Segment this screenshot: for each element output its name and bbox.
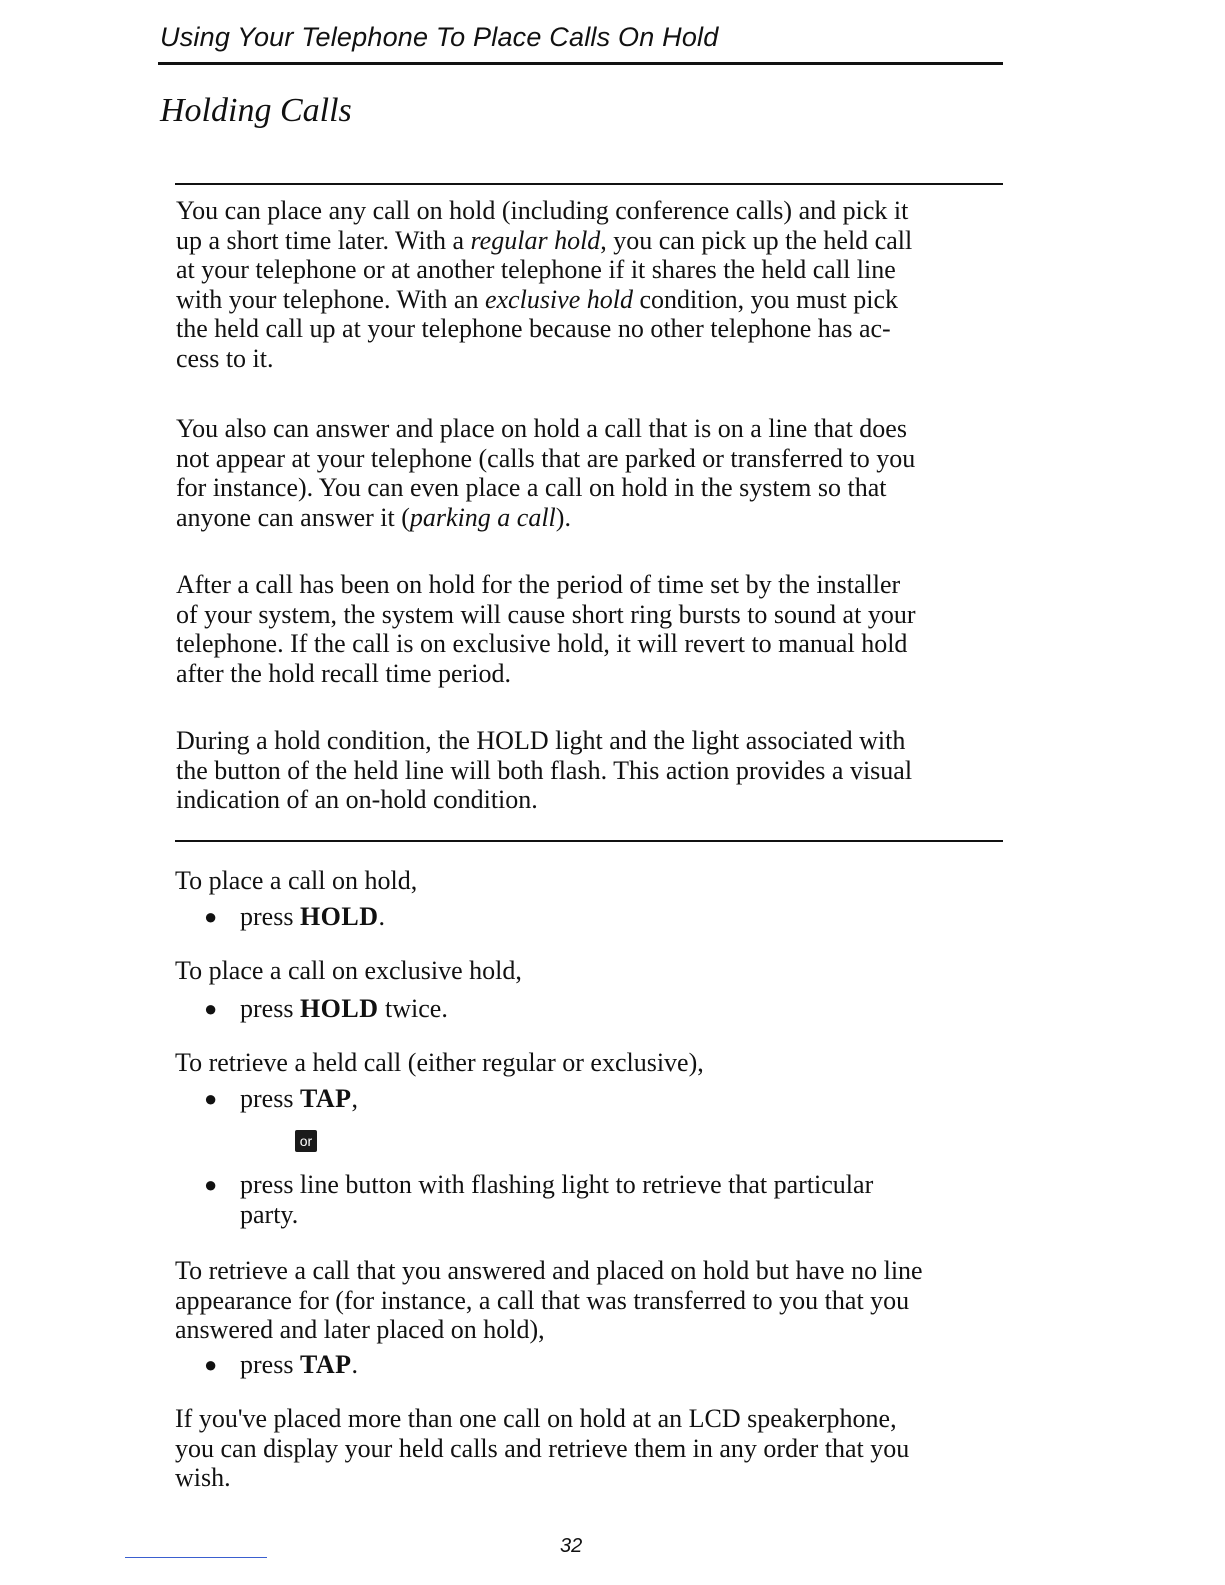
key-hold: HOLD — [299, 994, 379, 1023]
step-text: party. — [240, 1199, 299, 1229]
text-line: anyone can answer it ( — [176, 502, 410, 532]
text-line: ). — [555, 502, 571, 532]
step-press-hold-twice — [204, 994, 964, 1024]
step-press-line-button — [204, 1170, 964, 1229]
step-text: . — [351, 1350, 359, 1379]
key-tap: TAP — [299, 1350, 352, 1379]
term-parking-a-call: parking a call — [409, 502, 556, 532]
instruction-retrieve: To retrieve a held call (either regular or exclusive), — [175, 1048, 704, 1077]
text-line: appearance for (for instance, a call that was transferred to you that you — [175, 1285, 910, 1315]
step-text: press — [240, 994, 300, 1023]
footer-link-underline — [125, 1557, 267, 1558]
step-text: twice. — [378, 994, 448, 1023]
page-number: 32 — [560, 1535, 583, 1557]
text-line: after the hold recall time period. — [176, 658, 511, 688]
bullet-icon: ● — [204, 1172, 218, 1197]
paragraph-parking — [176, 414, 996, 532]
text-line: indication of an on-hold condition. — [176, 785, 538, 814]
text-line: If you've placed more than one call on hold at an LCD speakerphone, — [175, 1404, 897, 1433]
text-line: at your telephone or at another telephone if it shares the held call line — [176, 255, 896, 284]
text-line: You can place any call on hold (including conference calls) and pick it — [176, 196, 909, 225]
text-line: up a short time later. With a — [176, 225, 471, 255]
text-line: telephone. If the call is on exclusive hold, it will revert to manual hold — [176, 629, 908, 658]
section-rule-bottom — [175, 840, 1003, 842]
text-line: cess to it. — [176, 343, 274, 373]
step-press-hold — [204, 902, 964, 932]
step-text: press — [240, 902, 300, 931]
text-line: After a call has been on hold for the period of time set by the installer — [176, 570, 901, 599]
bullet-icon: ● — [204, 904, 218, 929]
text-line: of your system, the system will cause short ring bursts to sound at your — [176, 599, 916, 629]
bullet-icon: ● — [204, 996, 218, 1021]
note-lcd-speakerphone — [175, 1404, 1005, 1493]
paragraph-hold-recall — [176, 570, 996, 688]
term-regular-hold: regular hold — [470, 225, 601, 255]
text-line: the button of the held line will both flash. This action provides a visual — [176, 755, 913, 785]
key-hold: HOLD — [299, 902, 379, 931]
step-text: press line button with flashing light to retrieve that particular — [240, 1170, 874, 1199]
step-text: press — [240, 1350, 300, 1379]
instruction-retrieve-no-line — [175, 1256, 1005, 1345]
instruction-place-hold: To place a call on hold, — [175, 866, 418, 895]
text-line: You also can answer and place on hold a call that is on a line that does — [176, 414, 907, 443]
text-line: for instance). You can even place a call on hold in the system so that — [176, 473, 887, 502]
text-line: During a hold condition, the HOLD light and the light associated with — [176, 726, 906, 755]
text-line: answered and later placed on hold), — [175, 1315, 545, 1344]
text-line: , you can pick up the held call — [600, 225, 913, 255]
header-rule — [158, 62, 1003, 65]
key-tap: TAP — [299, 1084, 352, 1113]
or-icon: or — [295, 1130, 317, 1152]
text-line: condition, you must pick — [632, 284, 899, 314]
bullet-icon: ● — [204, 1352, 218, 1377]
step-text: . — [378, 902, 386, 931]
paragraph-hold-types — [176, 196, 996, 373]
text-line: the held call up at your telephone because no other telephone has ac- — [176, 314, 891, 343]
text-line: with your telephone. With an — [176, 284, 485, 314]
text-line: you can display your held calls and retrieve them in any order that you — [175, 1433, 910, 1463]
step-text: , — [351, 1084, 359, 1113]
instruction-exclusive-hold: To place a call on exclusive hold, — [175, 956, 522, 985]
text-line: To retrieve a call that you answered and placed on hold but have no line — [175, 1256, 923, 1285]
bullet-icon: ● — [204, 1086, 218, 1111]
section-rule-top — [175, 183, 1003, 185]
paragraph-hold-lights — [176, 726, 996, 815]
text-line: not appear at your telephone (calls that are parked or transferred to you — [176, 443, 916, 473]
running-header: Using Your Telephone To Place Calls On Hold — [160, 22, 719, 52]
step-press-tap — [204, 1084, 964, 1114]
step-press-tap-2 — [204, 1350, 964, 1380]
text-line: wish. — [175, 1463, 231, 1492]
term-exclusive-hold: exclusive hold — [484, 284, 633, 314]
section-title: Holding Calls — [160, 92, 352, 129]
step-text: press — [240, 1084, 300, 1113]
